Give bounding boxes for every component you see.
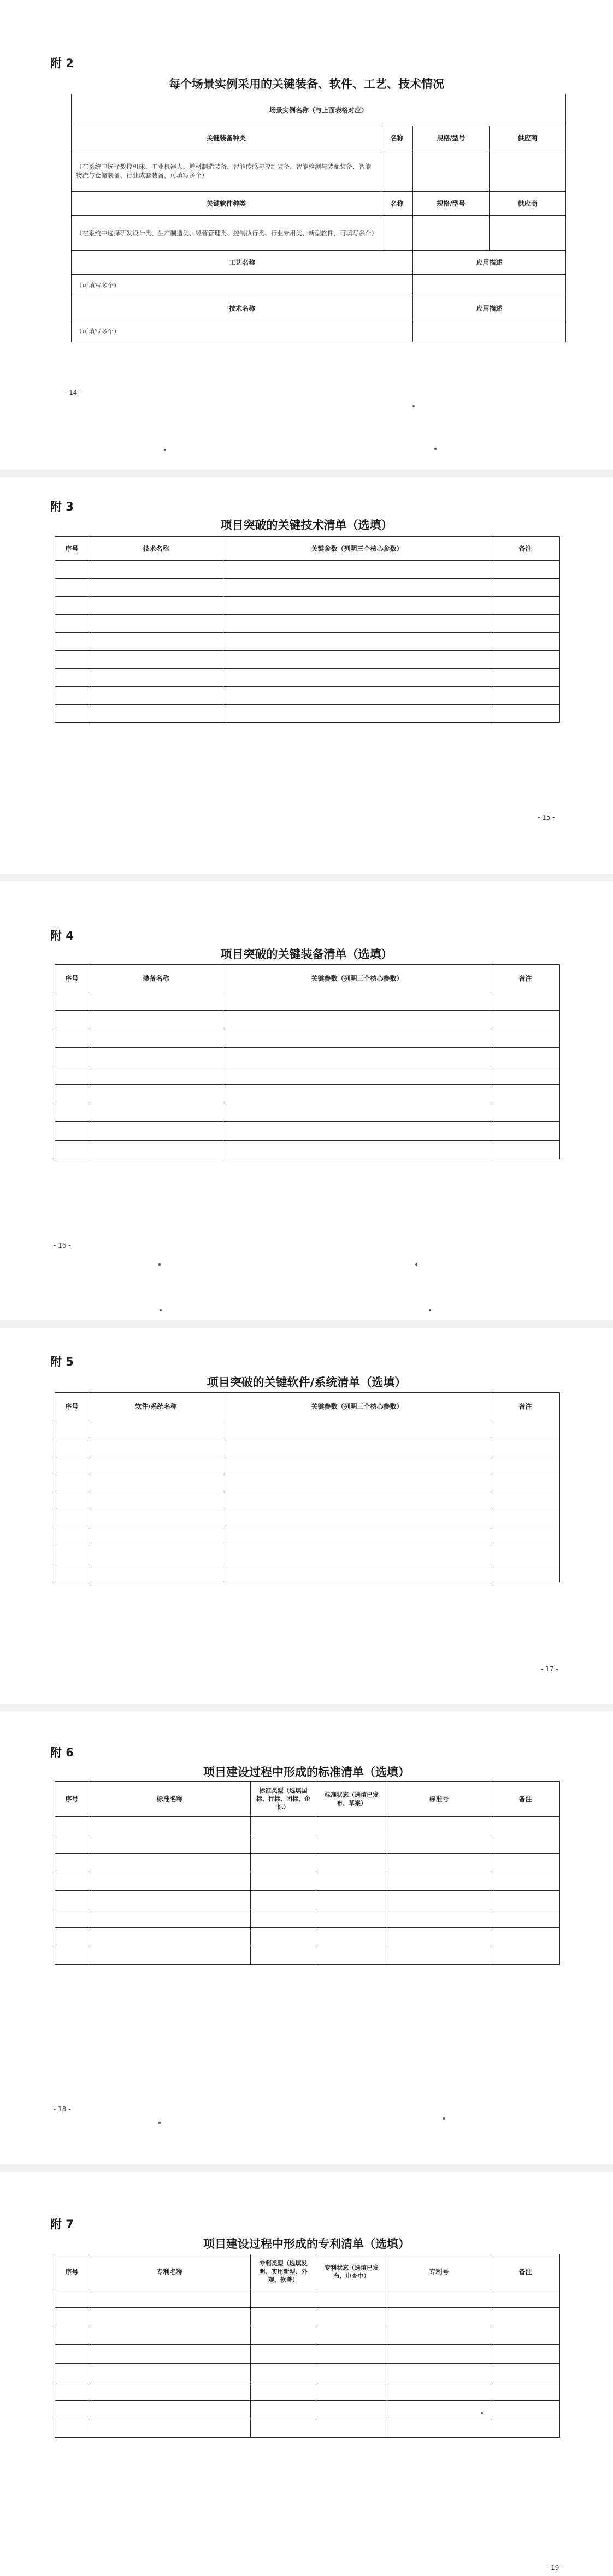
col-header-standard-status: 标准状态（选填已发布、草案） (316, 1782, 387, 1817)
page-17 (0, 1328, 613, 1688)
process-app-header: 应用描述 (413, 251, 566, 275)
col-header-standard-name: 标准名称 (89, 1782, 251, 1817)
annex-7-label: 附 7 (50, 2218, 74, 2231)
annex-7-table (55, 2254, 560, 2438)
table-row[interactable] (55, 2419, 560, 2438)
page-number-17: - 17 - (541, 1665, 558, 1673)
col-header-tech-name: 技术名称 (89, 537, 223, 561)
annex-7-title: 项目建设过程中形成的专利清单（选填） (203, 2237, 410, 2251)
annex-2-label: 附 2 (50, 57, 74, 70)
col-header-key-params: 关键参数（列明三个核心参数） (223, 1393, 491, 1420)
scan-speck (160, 1309, 162, 1311)
table-row[interactable] (55, 1438, 560, 1456)
table-row[interactable] (55, 2364, 560, 2382)
process-note: （可填写多个） (72, 275, 413, 296)
annex-3-table (55, 536, 560, 723)
col-header-index: 序号 (55, 537, 89, 561)
table-row[interactable] (55, 2326, 560, 2345)
annex-5-label: 附 5 (50, 1355, 74, 1368)
annex-4-table (55, 964, 560, 1159)
col-header-standard-type: 标准类型（选填国标、行标、团标、企标） (251, 1782, 316, 1817)
table-row[interactable] (55, 2308, 560, 2326)
col-header-patent-number: 专利号 (387, 2254, 491, 2289)
process-app-cell[interactable] (413, 275, 566, 296)
col-header-remarks: 备注 (491, 1782, 560, 1817)
table-row[interactable] (55, 669, 560, 687)
scene-name-header: 场景实例名称（与上面表格对应） (72, 94, 566, 126)
table-row[interactable] (55, 2289, 560, 2308)
table-row[interactable] (55, 2345, 560, 2364)
annex-6-title: 项目建设过程中形成的标准清单（选填） (203, 1766, 410, 1779)
col-header-index: 序号 (55, 965, 89, 992)
software-type-note: （在系统中选择研发设计类、生产制造类、经营管理类、控制执行类、行业专用类、新型软件，可填写多个） (72, 216, 381, 251)
table-row[interactable] (55, 579, 560, 597)
annex-4-label: 附 4 (50, 929, 74, 942)
table-row[interactable] (55, 705, 560, 723)
sheet-separator (0, 470, 613, 477)
equipment-spec-cell[interactable] (413, 150, 490, 192)
sheet-separator (0, 874, 613, 881)
software-type-header: 关键软件种类 (72, 192, 381, 216)
table-row[interactable] (55, 1891, 560, 1909)
col-header-equipment-name: 装备名称 (89, 965, 223, 992)
scan-speck (481, 2412, 483, 2414)
table-row[interactable] (55, 1909, 560, 1928)
annex-3-label: 附 3 (50, 500, 74, 513)
software-name-cell[interactable] (381, 216, 413, 251)
col-header-key-params: 关键参数（列明三个核心参数） (223, 537, 491, 561)
table-row[interactable] (55, 687, 560, 705)
annex-2-title: 每个场景实例采用的关键装备、软件、工艺、技术情况 (169, 78, 444, 91)
col-header-index: 序号 (55, 1782, 89, 1817)
page-18 (0, 1711, 613, 2137)
tech-note: （可填写多个） (72, 320, 413, 342)
table-row[interactable] (55, 1946, 560, 1965)
page-number-14: - 14 - (64, 389, 82, 396)
scan-speck (434, 448, 437, 450)
table-row[interactable] (55, 1085, 560, 1103)
table-row[interactable] (55, 561, 560, 579)
col-header-key-params: 关键参数（列明三个核心参数） (223, 965, 491, 992)
table-row[interactable] (55, 992, 560, 1011)
sheet-separator (0, 1704, 613, 1711)
col-header-index: 序号 (55, 2254, 89, 2289)
table-row[interactable] (55, 1456, 560, 1474)
table-row[interactable] (55, 1817, 560, 1835)
tech-name-header: 技术名称 (72, 296, 413, 320)
col-header-patent-name: 专利名称 (89, 2254, 251, 2289)
table-row[interactable] (55, 1103, 560, 1122)
table-row[interactable] (55, 1048, 560, 1066)
scan-speck (429, 1309, 431, 1311)
software-supplier-header: 供应商 (490, 192, 566, 216)
table-row[interactable] (55, 1528, 560, 1546)
page-15 (0, 477, 613, 870)
table-row[interactable] (55, 1141, 560, 1159)
table-row[interactable] (55, 1835, 560, 1854)
table-row[interactable] (55, 1011, 560, 1029)
tech-app-cell[interactable] (413, 320, 566, 342)
software-spec-cell[interactable] (413, 216, 490, 251)
col-header-remarks: 备注 (491, 2254, 560, 2289)
table-row[interactable] (55, 1474, 560, 1492)
col-header-patent-type: 专利类型（选填发明、实用新型、外观、软著） (251, 2254, 316, 2289)
equipment-name-header: 名称 (381, 126, 413, 150)
page-number-19: - 19 - (546, 2564, 564, 2572)
page-16 (0, 881, 613, 1296)
col-header-standard-number: 标准号 (387, 1782, 491, 1817)
annex-3-title: 项目突破的关键技术清单（选填） (220, 519, 393, 532)
table-row[interactable] (55, 633, 560, 651)
table-row[interactable] (55, 1492, 560, 1510)
equipment-type-note: （在系统中选择数控机床、工业机器人、增材制造装备、智能传感与控制装备、智能检测与装配装备、智能物流与仓储装备、行业成套装备，可填写多个） (72, 150, 381, 192)
table-row[interactable] (55, 1854, 560, 1872)
table-row[interactable] (55, 1546, 560, 1564)
equipment-type-header: 关键装备种类 (72, 126, 381, 150)
sheet-separator (0, 2164, 613, 2172)
annex-5-table (55, 1392, 560, 1582)
page-number-18: - 18 - (54, 2105, 71, 2113)
col-header-remarks: 备注 (491, 1393, 560, 1420)
col-header-patent-status: 专利状态（选填已发布、审查中） (316, 2254, 387, 2289)
table-row[interactable] (55, 615, 560, 633)
annex-4-title: 项目突破的关键装备清单（选填） (220, 948, 393, 961)
page-14 (0, 0, 613, 431)
table-row[interactable] (55, 1872, 560, 1891)
annex-5-title: 项目突破的关键软件/系统清单（选填） (207, 1376, 406, 1389)
software-supplier-cell[interactable] (490, 216, 566, 251)
software-spec-header: 规格/型号 (413, 192, 490, 216)
annex-6-label: 附 6 (50, 1746, 74, 1759)
col-header-remarks: 备注 (491, 965, 560, 992)
scan-speck (443, 2117, 445, 2120)
sheet-separator (0, 1320, 613, 1328)
table-row[interactable] (55, 651, 560, 669)
annex-2-table (71, 94, 566, 342)
scan-speck (158, 1263, 161, 1266)
equipment-supplier-cell[interactable] (490, 150, 566, 192)
equipment-name-cell[interactable] (381, 150, 413, 192)
table-row[interactable] (55, 1510, 560, 1528)
table-row[interactable] (55, 597, 560, 615)
scan-speck (158, 2122, 161, 2124)
process-name-header: 工艺名称 (72, 251, 413, 275)
table-row[interactable] (55, 1564, 560, 1582)
page-number-15: - 15 - (538, 814, 555, 821)
scan-speck (412, 405, 415, 407)
page-19 (0, 2172, 613, 2576)
table-row[interactable] (55, 1928, 560, 1946)
table-row[interactable] (55, 1122, 560, 1141)
col-header-software-name: 软件/系统名称 (89, 1393, 223, 1420)
tech-app-header: 应用描述 (413, 296, 566, 320)
table-row[interactable] (55, 1066, 560, 1085)
scan-speck (164, 449, 166, 451)
table-row[interactable] (55, 1420, 560, 1438)
equipment-supplier-header: 供应商 (490, 126, 566, 150)
table-row[interactable] (55, 2382, 560, 2401)
table-row[interactable] (55, 2401, 560, 2419)
scan-speck (415, 1263, 417, 1266)
equipment-spec-header: 规格/型号 (413, 126, 490, 150)
col-header-remarks: 备注 (491, 537, 560, 561)
col-header-index: 序号 (55, 1393, 89, 1420)
software-name-header: 名称 (381, 192, 413, 216)
annex-6-table (55, 1781, 560, 1965)
page-number-16: - 16 - (54, 1242, 71, 1249)
table-row[interactable] (55, 1029, 560, 1048)
